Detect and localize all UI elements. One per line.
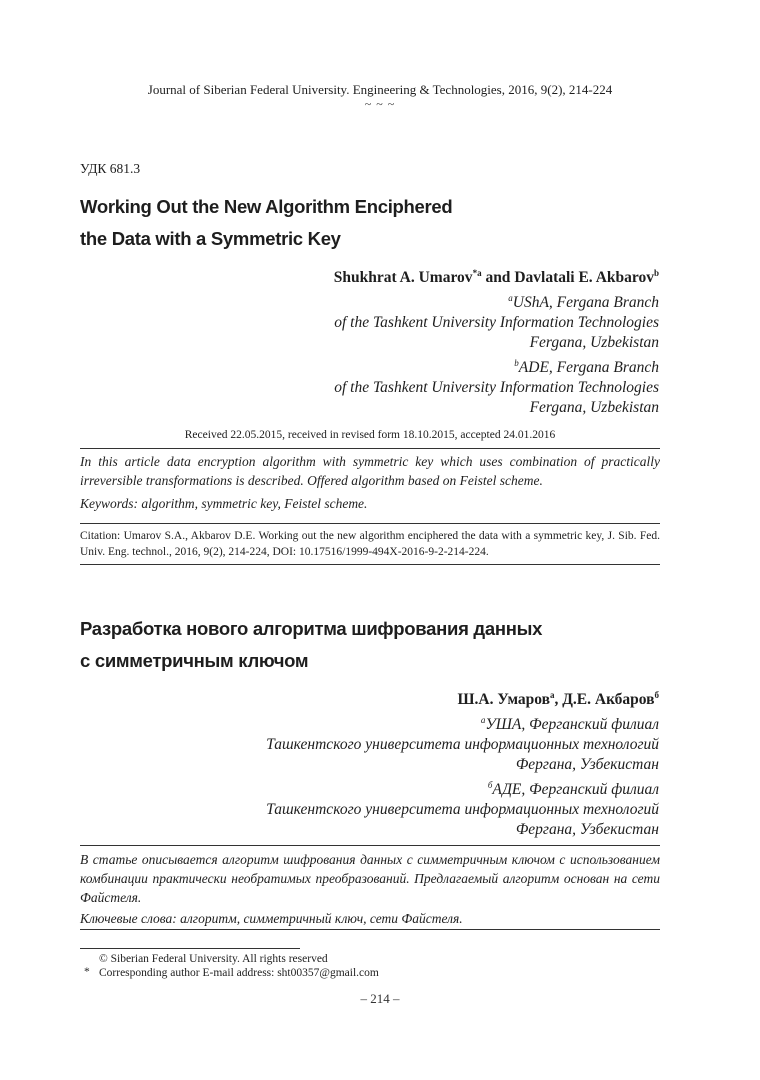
russian-affiliations bbox=[266, 710, 659, 840]
author-umarov-ru: Ш.А. Умаров bbox=[457, 691, 551, 709]
english-keywords: Keywords: algorithm, symmetric key, Feistel scheme. bbox=[80, 496, 368, 511]
author-join-ru: , bbox=[554, 691, 563, 709]
affiliation-line: Фергана, Узбекистан bbox=[515, 756, 659, 774]
russian-keywords: Ключевые слова: алгоритм, симметричный ключ, сети Файстеля. bbox=[80, 911, 463, 926]
author-umarov: Shukhrat A. Umarov bbox=[333, 269, 473, 287]
english-title-line-2: the Data with a Symmetric Key bbox=[80, 228, 341, 249]
author-akbarov-ru: Д.Е. Акбаров bbox=[562, 691, 655, 709]
citation: Citation: Umarov S.A., Akbarov D.E. Working out the new algorithm enciphered the data with a symmetric key, J. Sib. Fed. Univ. Eng. technol., 2016, 9(2), 214-224, DOI: 10.17516/1999-494X-2016-9-2-214-224. bbox=[80, 530, 660, 558]
russian-title-line-2: с симметричным ключом bbox=[80, 650, 309, 671]
divider bbox=[80, 845, 660, 846]
corresponding-author-email: Corresponding author E-mail address: sht00357@gmail.com bbox=[99, 967, 379, 979]
divider bbox=[80, 564, 660, 565]
english-affiliations bbox=[334, 288, 659, 418]
affiliation-mark: a bbox=[508, 293, 513, 303]
affiliation-line bbox=[266, 775, 659, 800]
journal-header: Journal of Siberian Federal University. Engineering & Technologies, 2016, 9(2), 214-224 bbox=[147, 82, 613, 97]
affiliation-line bbox=[266, 710, 659, 735]
russian-authors bbox=[458, 690, 660, 709]
divider bbox=[80, 523, 660, 524]
affiliation-mark: b bbox=[514, 358, 519, 369]
affiliation-text: UShA, Fergana Branch bbox=[512, 294, 659, 312]
affiliation-line: Ташкентского университета информационных технологий bbox=[266, 736, 659, 754]
english-title bbox=[80, 191, 452, 255]
affiliation-line bbox=[334, 353, 659, 378]
russian-title-line-1: Разработка нового алгоритма шифрования данных bbox=[80, 618, 543, 639]
received-dates: Received 22.05.2015, received in revised form 18.10.2015, accepted 24.01.2016 bbox=[184, 429, 556, 441]
author-umarov-marks: *a bbox=[472, 268, 482, 278]
affiliation-line: Fergana, Uzbekistan bbox=[529, 399, 659, 417]
divider bbox=[80, 448, 660, 449]
affiliation-mark: а bbox=[480, 715, 486, 725]
affiliation-line bbox=[334, 288, 659, 313]
russian-title bbox=[80, 613, 542, 677]
author-akbarov: Davlatali E. Akbarov bbox=[514, 269, 654, 287]
author-umarov-ru-marks: а bbox=[550, 690, 555, 700]
affiliation-line: Ташкентского университета информационных технологий bbox=[266, 801, 659, 819]
affiliation-line: Fergana, Uzbekistan bbox=[529, 334, 659, 352]
author-akbarov-ru-marks: б bbox=[654, 690, 659, 700]
russian-abstract: В статье описывается алгоритм шифрования данных с симметричным ключом с использованием комбинации практически необратимых преобразований. Предлагаемый алгоритм основан на сети Файстеля. bbox=[80, 852, 660, 905]
english-title-line-1: Working Out the New Algorithm Enciphered bbox=[80, 196, 453, 217]
author-join: and bbox=[481, 269, 515, 287]
affiliation-text: УША, Ферганский филиал bbox=[485, 716, 659, 734]
english-abstract: In this article data encryption algorithm with symmetric key which uses combination of practically irreversible transformations is described. Offered algorithm based on Feistel scheme. bbox=[80, 454, 660, 488]
affiliation-mark: б bbox=[487, 780, 493, 791]
header-ornament: ~ ~ ~ bbox=[364, 97, 396, 111]
footnote-rule bbox=[80, 948, 300, 949]
copyright-notice: © Siberian Federal University. All rights reserved bbox=[99, 953, 328, 965]
affiliation-line: Фергана, Узбекистан bbox=[515, 821, 659, 839]
divider bbox=[80, 929, 660, 930]
english-authors bbox=[334, 268, 659, 287]
udc-code: УДК 681.3 bbox=[80, 161, 141, 176]
author-akbarov-marks: b bbox=[653, 268, 659, 278]
page-number: – 214 – bbox=[360, 991, 400, 1006]
affiliation-text: АДЕ, Ферганский филиал bbox=[492, 781, 659, 799]
affiliation-line: of the Tashkent University Information Technologies bbox=[334, 379, 659, 397]
affiliation-line: of the Tashkent University Information Technologies bbox=[334, 314, 659, 332]
affiliation-text: ADE, Fergana Branch bbox=[518, 359, 659, 377]
corresponding-mark: * bbox=[84, 966, 90, 978]
